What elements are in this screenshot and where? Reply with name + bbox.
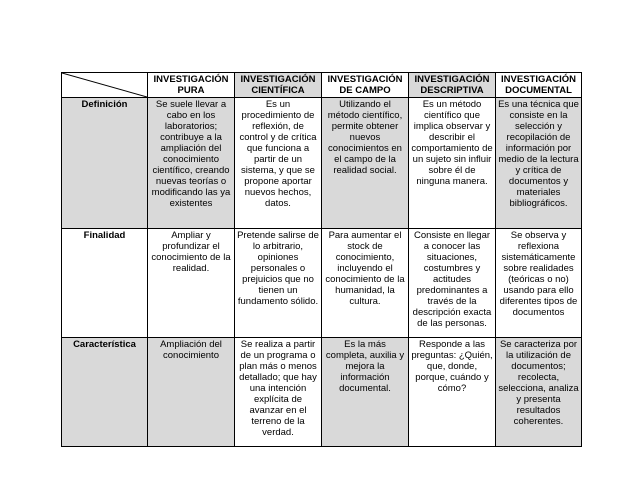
table-row <box>62 338 582 447</box>
table-cell: Responde a las preguntas: ¿Quién, que, donde, porque, cuándo y cómo? <box>409 338 496 447</box>
col-header-pura: INVESTIGACIÓN PURA <box>148 73 235 98</box>
table-cell: Es un procedimiento de reflexión, de control y de crítica que funciona a partir de un sistema, y que se propone aportar nuevos hechos, datos. <box>235 98 322 229</box>
diagonal-divider <box>62 73 147 97</box>
col-header-cientifica: INVESTIGACIÓN CIENTÍFICA <box>235 73 322 98</box>
corner-cell <box>62 73 148 98</box>
table-cell: Ampliar y profundizar el conocimiento de la realidad. <box>148 229 235 338</box>
row-header-caracteristica: Característica <box>62 338 148 447</box>
header-row <box>62 73 582 98</box>
table-cell: Se realiza a partir de un programa o plan más o menos detallado; que hay una intención explícita de avanzar en el terreno de la verdad. <box>235 338 322 447</box>
table-cell: Utilizando el método científico, permite obtener nuevos conocimientos en el campo de la realidad social. <box>322 98 409 229</box>
table-cell: Consiste en llegar a conocer las situaciones, costumbres y actitudes predominantes a través de la descripción exacta de las personas. <box>409 229 496 338</box>
row-header-definicion: Definición <box>62 98 148 229</box>
comparison-table <box>61 72 582 447</box>
col-header-documental: INVESTIGACIÓN DOCUMENTAL <box>496 73 582 98</box>
table-cell: Para aumentar el stock de conocimiento, incluyendo el conocimiento de la humanidad, la cultura. <box>322 229 409 338</box>
table-cell: Es un método científico que implica observar y describir el comportamiento de un sujeto sin influir sobre él de ninguna manera. <box>409 98 496 229</box>
col-header-descriptiva: INVESTIGACIÓN DESCRIPTIVA <box>409 73 496 98</box>
table-cell: Pretende salirse de lo arbitrario, opiniones personales o prejuicios que no tienen un fundamento sólido. <box>235 229 322 338</box>
table-row <box>62 229 582 338</box>
table-cell: Se suele llevar a cabo en los laboratorios; contribuye a la ampliación del conocimiento científico, creando nuevas teorías o modificando las ya existentes <box>148 98 235 229</box>
col-header-campo: INVESTIGACIÓN DE CAMPO <box>322 73 409 98</box>
table-cell: Ampliación del conocimiento <box>148 338 235 447</box>
table-cell: Se observa y reflexiona sistemáticamente sobre realidades (teóricas o no) usando para ello diferentes tipos de documentos <box>496 229 582 338</box>
table-cell: Es una técnica que consiste en la selección y recopilación de información por medio de la lectura y crítica de documentos y materiales bibliográficos. <box>496 98 582 229</box>
table-row <box>62 98 582 229</box>
table-cell: Se caracteriza por la utilización de documentos; recolecta, selecciona, analiza y presenta resultados coherentes. <box>496 338 582 447</box>
row-header-finalidad: Finalidad <box>62 229 148 338</box>
table-cell: Es la más completa, auxilia y mejora la información documental. <box>322 338 409 447</box>
